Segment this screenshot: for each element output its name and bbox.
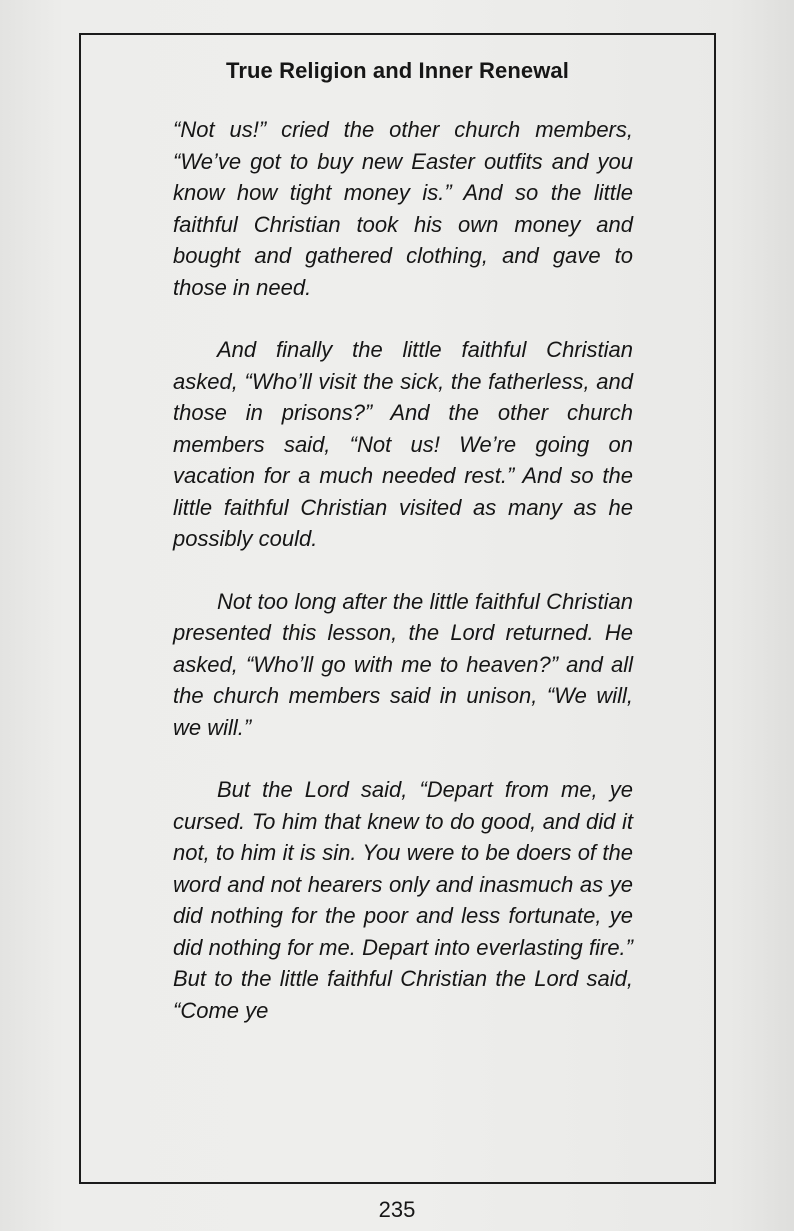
paragraph-2: And finally the little faithful Christian asked, “Who’ll visit the sick, the fatherless, and those in prisons?” And the other church members said, “Not us! We’re going on vacation for a much needed rest.” And so the little faithful Christian visited as many as he possibly could. (173, 337, 633, 551)
paragraph-4: But the Lord said, “Depart from me, ye cursed. To him that knew to do good, and did it not, to him it is sin. You were to be doers of the word and not hearers only and inasmuch as ye did nothing for the poor and less fortunate, ye did nothing for me. Depart into everlasting fire.” But to the little faithful Christian the Lord said, “Come ye (173, 777, 633, 1023)
body-text (173, 114, 633, 1057)
page-title: True Religion and Inner Renewal (226, 58, 569, 83)
paragraph-3: Not too long after the little faithful Christian presented this lesson, the Lord returned. He asked, “Who’ll go with me to heaven?” and all the church members said in unison, “We will, we will.” (173, 588, 633, 740)
paragraph-1: “Not us!” cried the other church members, “We’ve got to buy new Easter outfits and you know how tight money is.” And so the little faithful Christian took his own money and bought and gathered clothing, and gave to those in need. (173, 117, 633, 300)
page-number: 235 (378, 1197, 416, 1222)
